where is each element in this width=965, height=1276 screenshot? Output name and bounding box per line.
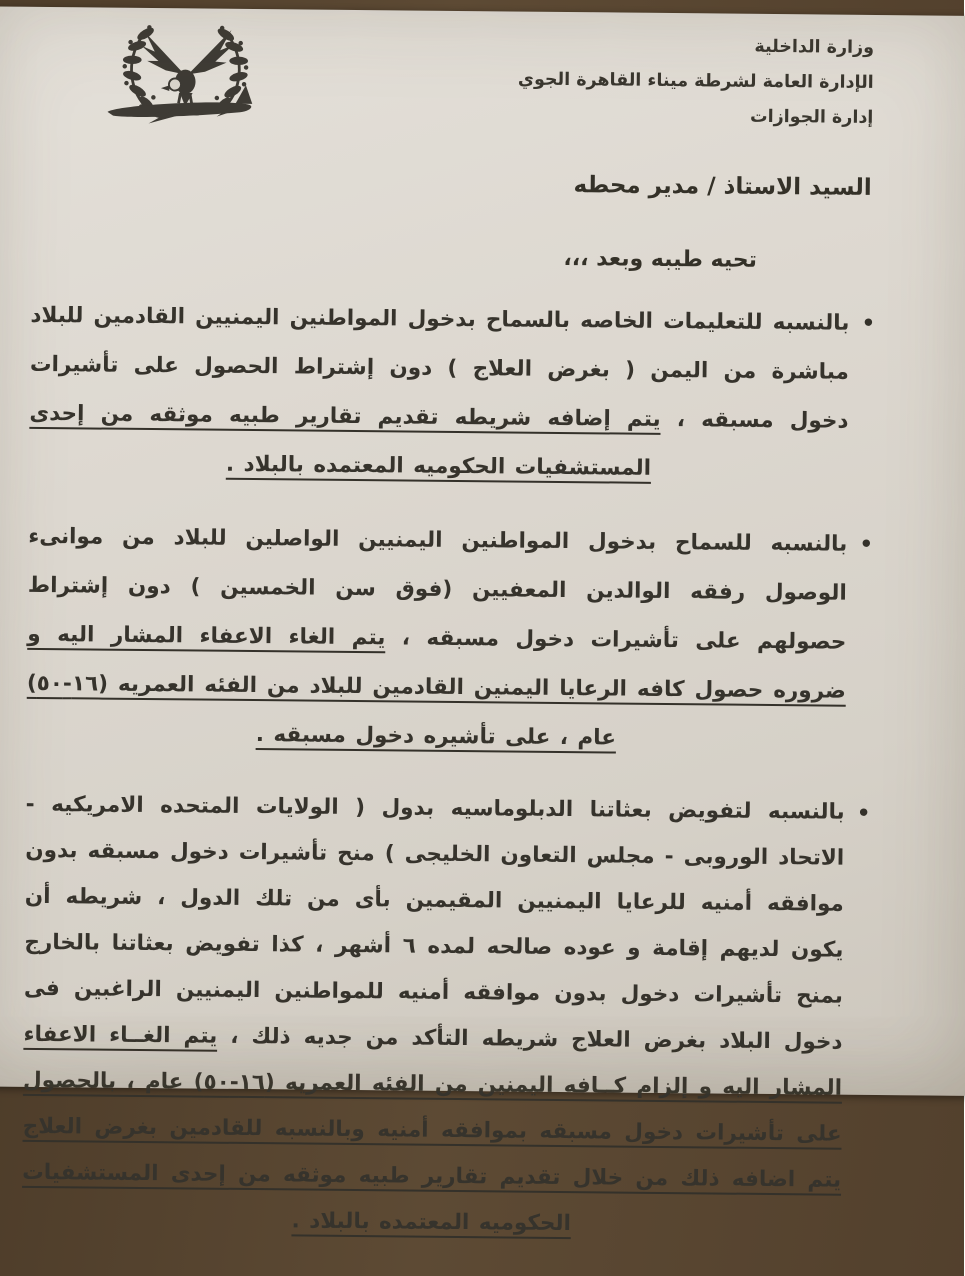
salutation-line: السيد الاستاذ / مدير محطه xyxy=(574,172,873,201)
police-aviation-emblem xyxy=(91,17,270,131)
department-name: إدارة الجوازات xyxy=(750,106,875,128)
laurel-left-icon xyxy=(123,25,158,114)
bullet-text: بالنسبه للتعليمات الخاصه بالسماح بدخول المواطنين اليمنيين القادمين للبلاد مباشرة من اليمن ( بغرض العلاج ) دون إشتراط الحصول على تأشيرات دخول مسبقه ، يتم إضافه شريطه تقديم تقارير طبيه موثقه من إحدى المستشفيات الحكوميه المعتمده بالبلاد . xyxy=(30,302,851,481)
document-page xyxy=(0,6,965,1237)
bullet-text: بالنسبه للسماح بدخول المواطنين اليمنيين الواصلين للبلاد من موانىء الوصول رفقه الوالدين المعفيين (فوق سن الخمسين ) دون إشتراط حصولهم على تأشيرات دخول مسبقه ، يتم الغاء الاعفاء المشار اليه و ضروره حصول كافه الرعايا اليمنين القادمين للبلاد من الفئه العمريه (١٦-٥٠) عام ، على تأشيره دخول مسبقه . xyxy=(27,523,849,751)
bullet-dot: • xyxy=(860,531,875,556)
bullet-item-accompanying-parents-exemption xyxy=(27,512,874,765)
greeting-line: تحيه طيبه وبعد ،،، xyxy=(564,245,759,273)
bullet-dot: • xyxy=(862,310,877,335)
bullet-item-direct-entry-for-treatment xyxy=(30,291,877,495)
letterhead xyxy=(518,28,875,136)
bullet-dot: • xyxy=(857,800,872,825)
administration-name: الإدارة العامة لشرطة ميناء القاهرة الجوي xyxy=(518,69,875,93)
bullet-text: بالنسبه لتفويض بعثاتنا الدبلوماسيه بدول ( الولايات المتحده الامريكيه - الاتحاد الوروبى - مجلس التعاون الخليجى ) منح تأشيرات دخول مسبقه بدون موافقه أمنيه للرعايا اليمنيين المقيمين بأى من تلك الدول ، شريطه أن يكون لديهم إقامة و عوده صالحه لمده ٦ أشهر ، كذا تفويض بعثاتنا بالخارج بمنح تأشيرات دخول بدون موافقه أمنيه للمواطنين اليمنيين الراغبين فى دخول البلاد بغرض العلاج شريطه التأكد من جديه ذلك ، يتم الغــاء الاعفاء المشار اليه و إلزام كــافه اليمنين من الفئه العمريه (١٦-٥٠) عام ، بالحصول على تأشيرات دخول مسبقه بموافقه أمنيه وبالنسبه للقادمين بغرض العلاج يتم اضافه ذلك من خلال تقديم تقارير طبيه موثقه من إحدى المستشفيات الحكوميه المعتمده بالبلاد . xyxy=(23,791,846,1237)
eagle-airplane-laurel-icon xyxy=(91,17,270,131)
bullet-item-diplomatic-missions-visas xyxy=(23,782,872,1250)
bullet-list xyxy=(22,291,876,1275)
ministry-name: وزارة الداخلية xyxy=(755,36,876,58)
eagle-icon xyxy=(142,29,234,106)
